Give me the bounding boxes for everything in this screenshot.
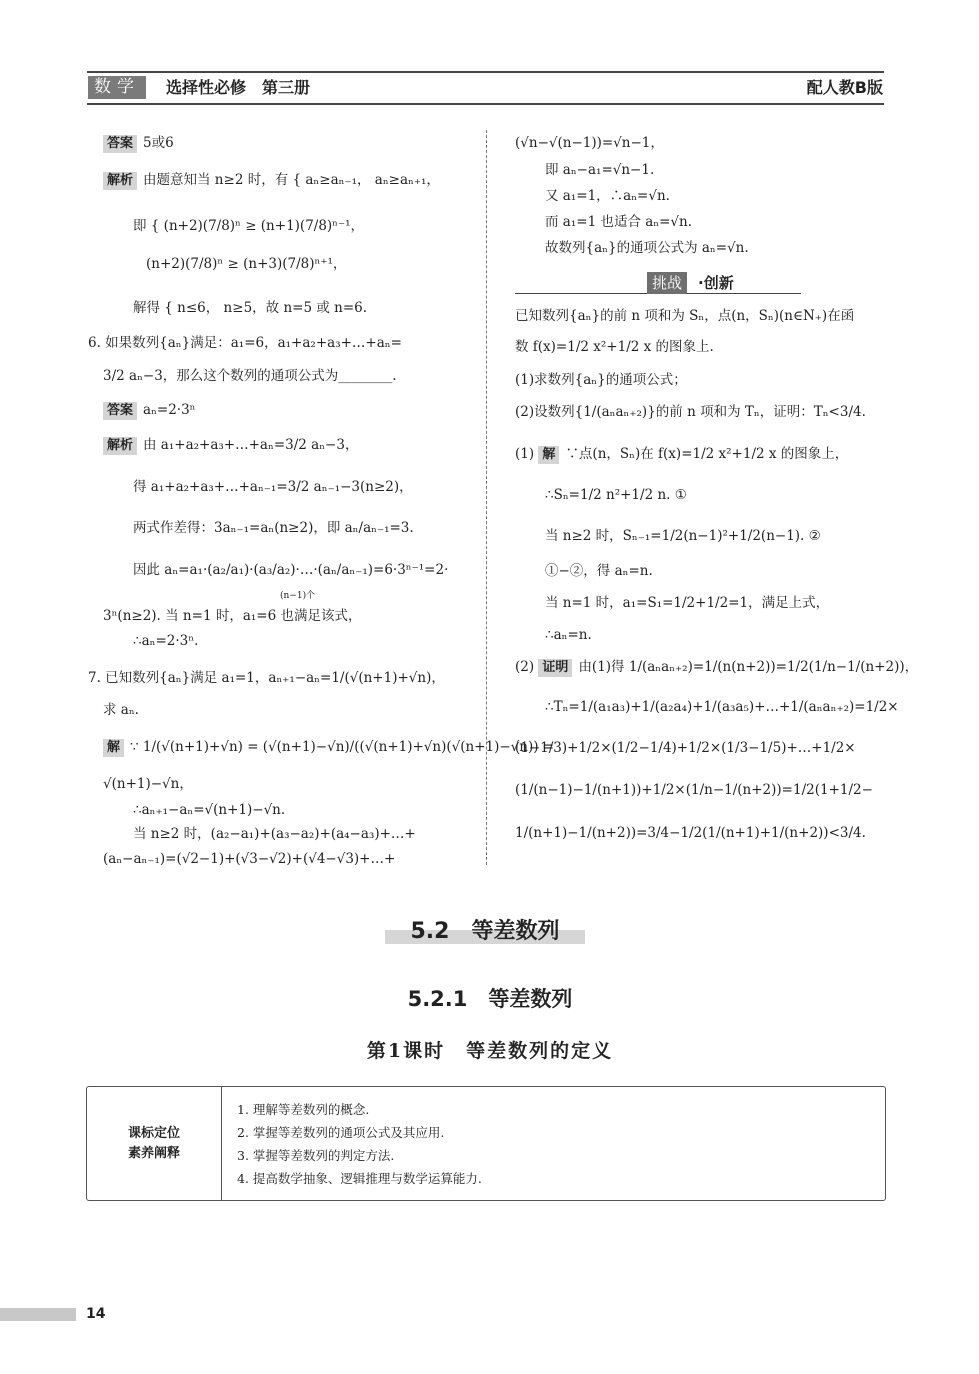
q6-text-3: 由 a₁+a₂+a₃+…+aₙ=3/2 aₙ−3， bbox=[143, 437, 359, 453]
q5-analysis-line bbox=[103, 170, 440, 190]
sol2-prefix: (2) bbox=[515, 659, 535, 675]
proof-label: 证明 bbox=[538, 659, 572, 677]
objectives-separator bbox=[221, 1086, 222, 1200]
solution-label: 解 bbox=[538, 446, 559, 464]
q6-text-6: 因此 aₙ=a₁·(a₂/a₁)·(a₃/a₂)·…·(aₙ/aₙ₋₁)=6·3ⁿ⁻¹=2· bbox=[133, 562, 449, 578]
q5-text-4: 解得 { n≤6， n≥5，故 n=5 或 n=6. bbox=[133, 300, 368, 316]
q7-solution-line bbox=[103, 737, 554, 757]
r-text-3: 又 a₁=1，∴aₙ=√n. bbox=[545, 188, 670, 204]
objectives-heading-2: 素养阐释 bbox=[127, 1146, 180, 1161]
analysis-label: 解析 bbox=[103, 172, 137, 190]
q5-text-3: (n+2)(7/8)ⁿ ≥ (n+3)(7/8)ⁿ⁺¹， bbox=[146, 256, 347, 272]
q5-text-2: 即 { (n+2)(7/8)ⁿ ≥ (n+1)(7/8)ⁿ⁻¹， bbox=[133, 218, 365, 234]
c-text-1: 已知数列{aₙ}的前 n 项和为 Sₙ，点(n，Sₙ)(n∈N₊)在函 bbox=[515, 308, 855, 324]
c-text-4: (2)设数列{1/(aₙaₙ₊₂)}的前 n 项和为 Tₙ，证明：Tₙ<3/4. bbox=[515, 404, 866, 420]
q7-text-2: 求 aₙ. bbox=[103, 702, 139, 718]
s-text-6: ∴aₙ=n. bbox=[545, 627, 592, 643]
c-text-2: 数 f(x)=1/2 x²+1/2 x 的图象上. bbox=[515, 339, 714, 355]
challenge-title: ·创新 bbox=[698, 274, 734, 292]
p-text-3: (1−1/3)+1/2×(1/2−1/4)+1/2×(1/3−1/5)+…+1/2× bbox=[515, 740, 856, 756]
sol1-line bbox=[515, 444, 848, 464]
book-title: 选择性必修 第三册 bbox=[166, 78, 311, 97]
q7-text-3: ∵ 1/(√(n+1)+√n) = (√(n+1)−√n)/((√(n+1)+√n)(√(n+1)−√n)) = bbox=[130, 739, 555, 755]
q7-text-5: ∴aₙ₊₁−aₙ=√(n+1)−√n. bbox=[133, 802, 286, 818]
p-text-2: ∴Tₙ=1/(a₁a₃)+1/(a₂a₄)+1/(a₃a₅)+…+1/(aₙaₙ₊₂)=1/2× bbox=[545, 699, 899, 715]
sol2-line bbox=[515, 657, 918, 677]
r-text-2: 即 aₙ−a₁=√n−1. bbox=[545, 162, 655, 178]
s-text-2: ∴Sₙ=1/2 n²+1/2 n. ① bbox=[545, 487, 687, 503]
objective-item: 4. 提高数学抽象、逻辑推理与数学运算能力. bbox=[237, 1171, 482, 1186]
objective-item: 2. 掌握等差数列的通项公式及其应用. bbox=[237, 1125, 445, 1140]
subsection-title: 5.2.1 等差数列 bbox=[407, 987, 573, 1011]
header-top-rule bbox=[87, 71, 884, 73]
objectives-heading bbox=[88, 1124, 220, 1164]
objective-item: 1. 理解等差数列的概念. bbox=[237, 1102, 370, 1117]
q6-brace-note: (n−1)个 bbox=[280, 591, 316, 601]
q7-text-4: √(n+1)−√n， bbox=[103, 776, 193, 792]
footer-bar bbox=[0, 1308, 76, 1321]
page-number: 14 bbox=[86, 1306, 106, 1322]
q6-text-5: 两式作差得：3aₙ₋₁=aₙ(n≥2)，即 aₙ/aₙ₋₁=3. bbox=[133, 520, 414, 536]
s-text-3: 当 n≥2 时，Sₙ₋₁=1/2(n−1)²+1/2(n−1). ② bbox=[545, 528, 821, 544]
r-text-4: 而 a₁=1 也适合 aₙ=√n. bbox=[545, 214, 693, 230]
analysis-label: 解析 bbox=[103, 437, 137, 455]
q6-text-2: 3/2 aₙ−3，那么这个数列的通项公式为________. bbox=[103, 368, 397, 384]
r-text-1: (√n−√(n−1))=√n−1， bbox=[515, 135, 664, 151]
q6-answer: aₙ=2·3ⁿ bbox=[143, 402, 196, 418]
q6-text-4: 得 a₁+a₂+a₃+…+aₙ₋₁=3/2 aₙ₋₁−3(n≥2)， bbox=[133, 479, 413, 495]
objectives-heading-1: 课标定位 bbox=[127, 1126, 180, 1141]
objective-item: 3. 掌握等差数列的判定方法. bbox=[237, 1148, 395, 1163]
sol1-prefix: (1) bbox=[515, 446, 535, 462]
s-text-1: ∵点(n，Sₙ)在 f(x)=1/2 x²+1/2 x 的图象上， bbox=[565, 446, 849, 462]
q6-analysis-line bbox=[103, 435, 358, 455]
solution-label: 解 bbox=[103, 739, 124, 757]
c-text-3: (1)求数列{aₙ}的通项公式； bbox=[515, 372, 687, 388]
s-text-5: 当 n=1 时，a₁=S₁=1/2+1/2=1，满足上式， bbox=[545, 595, 830, 611]
lesson-title: 第1课时 等差数列的定义 bbox=[366, 1040, 614, 1062]
p-text-5: 1/(n+1)−1/(n+2))=3/4−1/2(1/(n+1)+1/(n+2))<3/4. bbox=[515, 825, 866, 841]
edition-label: 配人教B版 bbox=[806, 78, 883, 97]
q5-answer-line bbox=[103, 133, 174, 153]
r-text-5: 故数列{aₙ}的通项公式为 aₙ=√n. bbox=[545, 240, 749, 256]
q7-text-6: 当 n≥2 时，(a₂−a₁)+(a₃−a₂)+(a₄−a₃)+…+ bbox=[133, 826, 416, 842]
q6-text-1: 6. 如果数列{aₙ}满足：a₁=6，a₁+a₂+a₃+…+aₙ= bbox=[88, 335, 402, 351]
p-text-4: (1/(n−1)−1/(n+1))+1/2×(1/n−1/(n+2))=1/2(1+1/2− bbox=[515, 782, 873, 798]
q6-text-8: ∴aₙ=2·3ⁿ. bbox=[133, 633, 199, 649]
challenge-tag: 挑战 bbox=[647, 272, 687, 294]
q5-answer: 5或6 bbox=[143, 135, 174, 151]
q5-text-1: 由题意知当 n≥2 时，有 { aₙ≥aₙ₋₁， aₙ≥aₙ₊₁， bbox=[143, 172, 440, 188]
q6-text-7: 3ⁿ(n≥2). 当 n=1 时，a₁=6 也满足该式， bbox=[103, 608, 362, 624]
answer-label: 答案 bbox=[103, 402, 137, 420]
s-text-4: ①−②，得 aₙ=n. bbox=[545, 563, 653, 579]
section-title: 5.2 等差数列 bbox=[410, 919, 560, 944]
q7-text-7: (aₙ−aₙ₋₁)=(√2−1)+(√3−√2)+(√4−√3)+…+ bbox=[103, 851, 396, 867]
p-text-1: 由(1)得 1/(aₙaₙ₊₂)=1/(n(n+2))=1/2(1/n−1/(n+2))， bbox=[578, 659, 919, 675]
header-bottom-rule bbox=[87, 103, 884, 105]
q6-answer-line bbox=[103, 400, 196, 420]
subject-tag: 数学 bbox=[88, 76, 146, 99]
answer-label: 答案 bbox=[103, 135, 137, 153]
q7-text-1: 7. 已知数列{aₙ}满足 a₁=1，aₙ₊₁−aₙ=1/(√(n+1)+√n)， bbox=[88, 670, 445, 686]
